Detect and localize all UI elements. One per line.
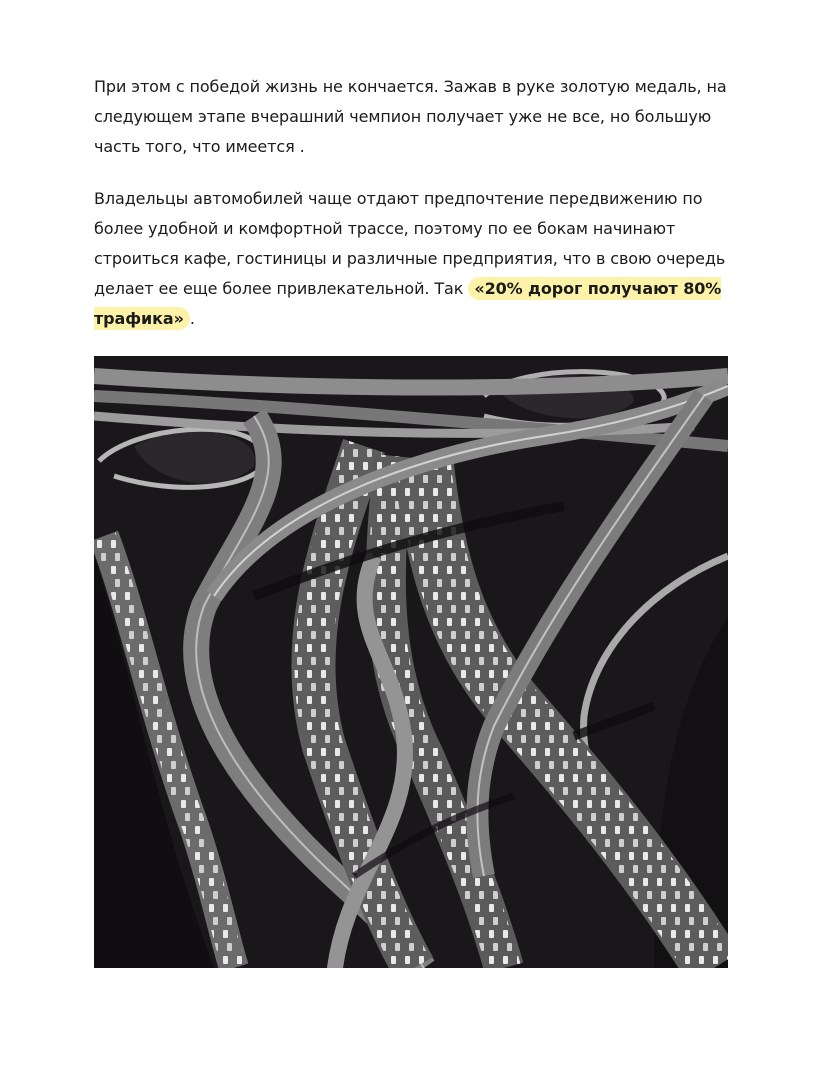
paragraph-traffic-text: Владельцы автомобилей чаще отдают предпочтение передвижению по более удобной и комфортной трассе, поэтому по ее бокам начинают строиться кафе, гостиницы и различные предприятия, что в свою очередь делает ее еще более привлекательной. Так	[94, 189, 726, 298]
highway-interchange-photo	[94, 356, 728, 968]
highway-interchange-illustration	[94, 356, 728, 968]
highlighted-quote: «20% дорог получают 80% трафика»	[94, 279, 722, 328]
paragraph-intro	[94, 72, 754, 162]
paragraph-traffic-end: .	[189, 309, 195, 328]
paragraph-intro-text: При этом с победой жизнь не кончается. Зажав в руке золотую медаль, на следующем этапе вчерашний чемпион получает уже не все, но большую часть того, что имеется .	[94, 77, 727, 156]
paragraph-traffic	[94, 184, 754, 334]
